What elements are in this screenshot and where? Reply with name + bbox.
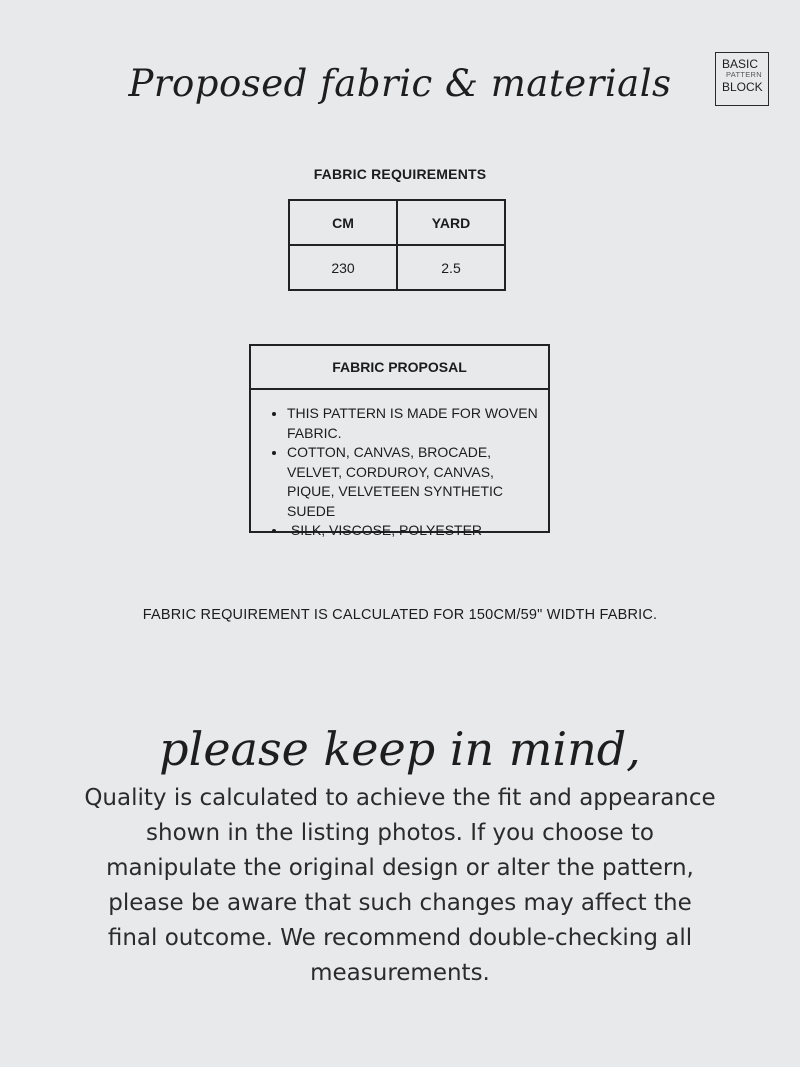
- fabric-requirements-table: [288, 199, 506, 291]
- reminder-heading: please keep in mind,: [159, 722, 641, 776]
- reminder-text: Quality is calculated to achieve the fit and appearance shown in the listing photos. If you choose to manipulate the original design or alter the pattern, please be aware that such changes may affect the final outcome. We recommend double-checking all measurements.: [84, 785, 716, 986]
- cell-yard-value: 2.5: [397, 245, 505, 290]
- fabric-proposal-box: [249, 344, 550, 538]
- list-item: • COTTON, CANVAS, BROCADE, VELVET, CORDUROY, CANVAS, PIQUE, VELVETEEN SYNTHETIC SUEDE: [287, 443, 538, 521]
- column-header-yard: YARD: [397, 200, 505, 245]
- fabric-proposal-list: [251, 404, 548, 541]
- page-title: Proposed fabric & materials: [128, 62, 672, 105]
- logo-line-pattern: PATTERN: [726, 70, 762, 79]
- table-row: [289, 245, 505, 290]
- table-header-row: [289, 200, 505, 245]
- fabric-requirements-heading: FABRIC REQUIREMENTS: [313, 166, 487, 182]
- list-item: • SILK, VISCOSE, POLYESTER: [287, 521, 538, 541]
- column-header-cm: CM: [289, 200, 397, 245]
- list-item: • THIS PATTERN IS MADE FOR WOVEN FABRIC.: [287, 404, 538, 443]
- fabric-width-note: FABRIC REQUIREMENT IS CALCULATED FOR 150CM/59" WIDTH FABRIC.: [142, 607, 658, 623]
- brand-logo: [715, 52, 769, 106]
- logo-line-block: BLOCK: [722, 80, 763, 94]
- fabric-proposal-heading: FABRIC PROPOSAL: [251, 346, 548, 390]
- logo-line-basic: BASIC: [722, 57, 759, 71]
- cell-cm-value: 230: [289, 245, 397, 290]
